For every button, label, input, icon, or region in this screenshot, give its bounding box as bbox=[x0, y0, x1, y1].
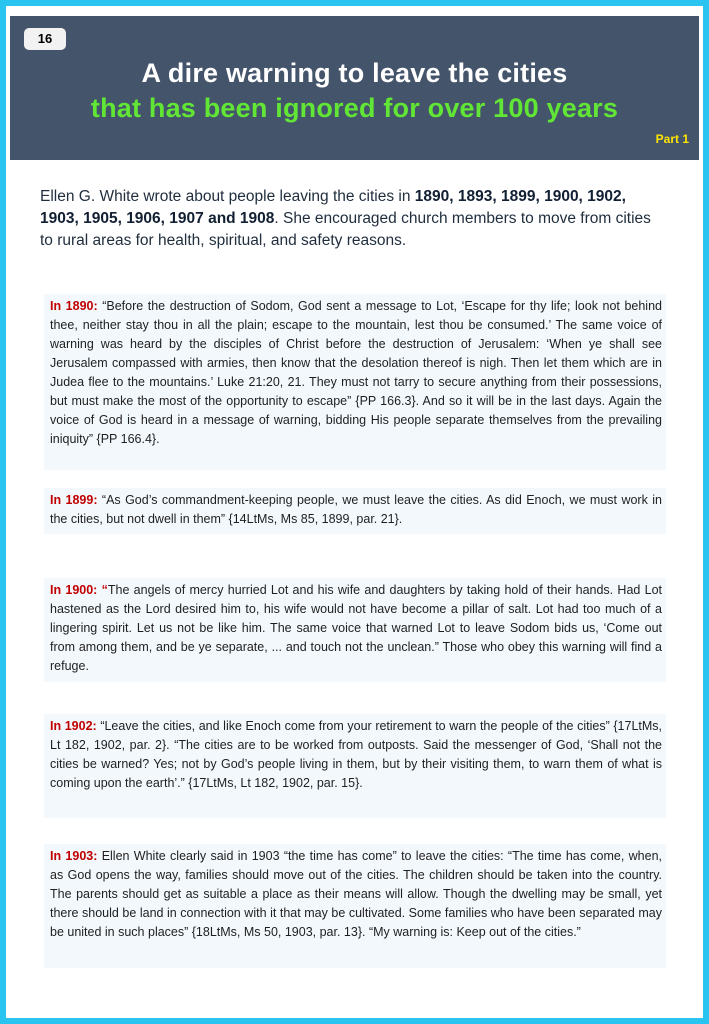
intro-text-after: . She encouraged church members to move from cities to rural areas for health, spiritual, and safety reasons. bbox=[40, 210, 651, 249]
title-line-2: that has been ignored for over 100 years bbox=[90, 93, 619, 123]
quote-1890 bbox=[44, 294, 666, 470]
header-banner bbox=[10, 16, 699, 160]
intro-years: 1890, 1893, 1899, 1900, 1902, 1903, 1905, 1906, 1907 and 1908 bbox=[40, 188, 626, 227]
page-number-badge: 16 bbox=[24, 28, 66, 50]
quote-year-label: In 1899: bbox=[50, 493, 98, 507]
quote-year-label: In 1903: bbox=[50, 849, 98, 863]
part-label: Part 1 bbox=[655, 132, 689, 146]
quote-1900 bbox=[44, 578, 666, 682]
intro-paragraph bbox=[40, 186, 666, 252]
quote-1903 bbox=[44, 844, 666, 968]
quote-year-label: In 1900: “ bbox=[50, 583, 108, 597]
quote-text: “Leave the cities, and like Enoch come from your retirement to warn the people of the cities” {17LtMs, Lt 182, 1902, par. 2}. “The cities are to be worked from outposts. Said the messenger of God, ‘Shall not the cities be warned? Yes; not by God’s people living in them, but by their visiting them, to warn them of what is coming upon the earth’.” {17LtMs, Lt 182, 1902, par. 15}. bbox=[50, 719, 663, 790]
quote-1899 bbox=[44, 488, 666, 534]
quote-text: Ellen White clearly said in 1903 “the time has come” to leave the cities: “The time has come, when, as God opens the way, families should move out of the cities. The children should be taken into the country. The parents should get as suitable a place as their means will allow. Though the dwelling may be small, yet there should be land in connection with it that may be cultivated. Some families who have been separated may be united in such places” {18LtMs, Ms 50, 1903, par. 13}. “My warning is: Keep out of the cities.” bbox=[50, 849, 662, 939]
quote-text: “Before the destruction of Sodom, God sent a message to Lot, ‘Escape for thy life; look not behind thee, neither stay thou in all the plain; escape to the mountain, lest thou be consumed.’ The same voice of warning was heard by the disciples of Christ before the destruction of Jerusalem: ‘When ye shall see Jerusalem compassed with armies, then know that the desolation thereof is nigh. Then let them which are in Judea flee to the mountains.’ Luke 21:20, 21. They must not tarry to secure anything from their possessions, but must make the most of the opportunity to escape” {PP 166.3}. And so it will be in the last days. Again the voice of God is heard in a message of warning, bidding His people separate themselves from the prevailing iniquity” {PP 166.4}. bbox=[50, 299, 662, 446]
quote-text: “As God’s commandment-keeping people, we must leave the cities. As did Enoch, we must work in the cities, but not dwell in them” {14LtMs, Ms 85, 1899, par. 21}. bbox=[50, 493, 662, 526]
quote-year-label: In 1890: bbox=[50, 299, 98, 313]
intro-text-before: Ellen G. White wrote about people leaving the cities in bbox=[40, 188, 415, 205]
quote-text: The angels of mercy hurried Lot and his wife and daughters by taking hold of their hands. Had Lot hastened as the Lord desired him to, his wife would not have become a pillar of salt. Lot had too much of a lingering spirit. Let us not be like him. The same voice that warned Lot to leave Sodom bids us, ‘Come out from among them, and be ye separate, ... and touch not the unclean.” Those who obey this warning will find a refuge. bbox=[50, 583, 662, 673]
title-line-1: A dire warning to leave the cities bbox=[141, 58, 568, 88]
quote-1902 bbox=[44, 714, 666, 818]
quote-year-label: In 1902: bbox=[50, 719, 97, 733]
